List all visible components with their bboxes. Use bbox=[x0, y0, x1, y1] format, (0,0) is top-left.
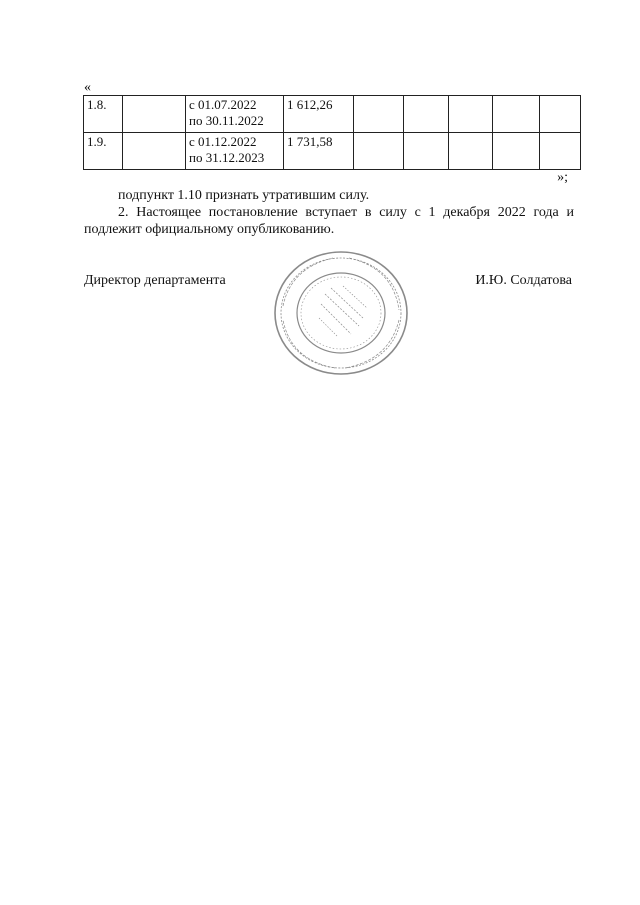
row-number: 1.9. bbox=[84, 133, 123, 170]
empty-cell bbox=[404, 96, 449, 133]
empty-cell bbox=[404, 133, 449, 170]
empty-cell bbox=[449, 96, 493, 133]
empty-cell bbox=[540, 133, 581, 170]
period-cell bbox=[186, 133, 284, 170]
empty-cell bbox=[540, 96, 581, 133]
empty-cell bbox=[354, 133, 404, 170]
row-number: 1.8. bbox=[84, 96, 123, 133]
value-cell: 1 612,26 bbox=[284, 96, 354, 133]
value-cell: 1 731,58 bbox=[284, 133, 354, 170]
period-cell bbox=[186, 96, 284, 133]
signature-title: Директор департамента bbox=[84, 273, 226, 288]
paragraph-effective-date: 2. Настоящее постановление вступает в силу с 1 декабря 2022 года и подлежит официальному опубликованию. bbox=[84, 205, 574, 237]
official-seal bbox=[271, 248, 411, 378]
period-to: по 31.12.2023 bbox=[189, 150, 265, 165]
period-to: по 30.11.2022 bbox=[189, 113, 264, 128]
empty-cell bbox=[449, 133, 493, 170]
table-row bbox=[84, 96, 581, 133]
period-from: с 01.12.2022 bbox=[189, 134, 257, 149]
table-row bbox=[84, 133, 581, 170]
empty-cell bbox=[123, 133, 186, 170]
tariff-table bbox=[83, 95, 581, 170]
paragraph-repeal: подпункт 1.10 признать утратившим силу. bbox=[118, 188, 370, 203]
empty-cell bbox=[493, 96, 540, 133]
signature-name: И.Ю. Солдатова bbox=[475, 273, 572, 288]
empty-cell bbox=[354, 96, 404, 133]
empty-cell bbox=[123, 96, 186, 133]
close-quote: »; bbox=[557, 170, 568, 185]
empty-cell bbox=[493, 133, 540, 170]
period-from: с 01.07.2022 bbox=[189, 97, 257, 112]
open-quote: « bbox=[84, 80, 91, 95]
